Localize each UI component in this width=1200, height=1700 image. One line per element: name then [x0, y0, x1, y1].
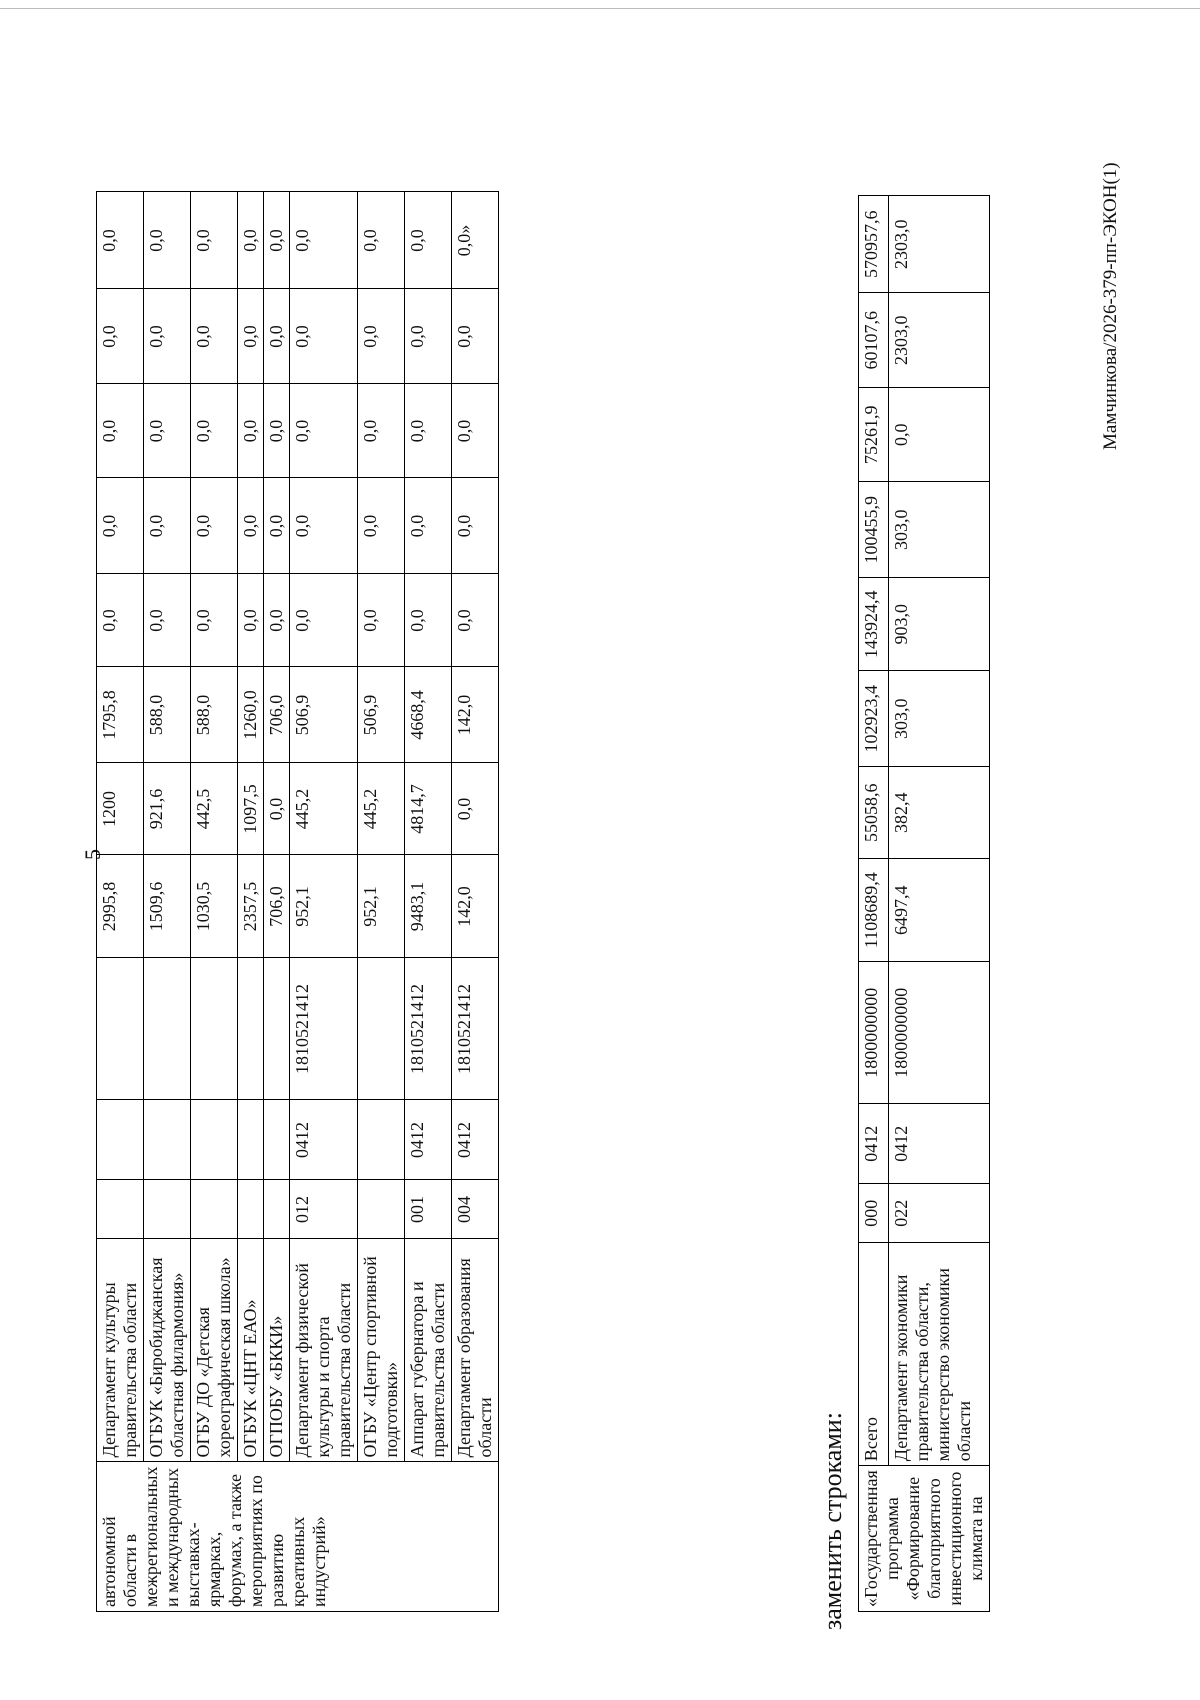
- code-cell: 0412: [405, 1100, 452, 1180]
- amount-cell: 1795,8: [97, 667, 144, 763]
- amount-cell: 142,0: [452, 667, 499, 763]
- amount-cell: 0,0: [238, 289, 264, 384]
- amount-cell: 0,0: [888, 388, 989, 482]
- table-row: [358, 192, 405, 1612]
- code-cell: 000: [859, 1184, 889, 1243]
- amount-cell: 506,9: [358, 667, 405, 763]
- amount-cell: 0,0: [290, 478, 358, 574]
- amount-cell: 4814,7: [405, 763, 452, 855]
- amount-cell: 0,0: [405, 289, 452, 384]
- code-cell: 1810521412: [405, 958, 452, 1100]
- amount-cell: 303,0: [888, 482, 989, 578]
- amount-cell: 0,0: [405, 192, 452, 289]
- amount-cell: 0,0: [358, 478, 405, 574]
- code-cell: [358, 958, 405, 1100]
- table-row: [888, 196, 989, 1612]
- amount-cell: 0,0: [191, 192, 238, 289]
- amount-cell: 445,2: [358, 763, 405, 855]
- executor-cell: Департамент культуры правительства области: [97, 1239, 144, 1462]
- executor-cell: ОГБУ «Центр спортивной подготовки»: [358, 1239, 405, 1462]
- amount-cell: 0,0: [264, 478, 290, 574]
- amount-cell: 588,0: [144, 667, 191, 763]
- table-row: [290, 192, 358, 1612]
- amount-cell: 0,0: [191, 478, 238, 574]
- amount-cell: 382,4: [888, 767, 989, 859]
- table-row: [452, 192, 499, 1612]
- amount-cell: 4668,4: [405, 667, 452, 763]
- program-name-cell: «Государственная программа «Формирование благоприятного инвестиционного климата на: [859, 1466, 990, 1612]
- amount-cell: 0,0: [290, 192, 358, 289]
- executor-cell: Департамент экономики правительства области, министерство экономики области: [888, 1243, 989, 1466]
- executor-cell: Всего: [859, 1243, 889, 1466]
- amount-cell: 0,0: [97, 574, 144, 667]
- amount-cell: 0,0: [358, 384, 405, 478]
- amount-cell: 445,2: [290, 763, 358, 855]
- code-cell: [264, 958, 290, 1100]
- amount-cell: 570957,6: [859, 196, 889, 293]
- amount-cell: 0,0: [358, 192, 405, 289]
- amount-cell: 0,0: [264, 763, 290, 855]
- executor-cell: ОГБУК «Биробиджанская областная филармония»: [144, 1239, 191, 1462]
- code-cell: [191, 1180, 238, 1239]
- amount-cell: 0,0: [238, 574, 264, 667]
- document-code: Мамчинкова/2026-379-пп-ЭКОН(1): [1100, 162, 1121, 450]
- code-cell: [264, 1100, 290, 1180]
- amount-cell: 75261,9: [859, 388, 889, 482]
- program-table-continued: [96, 191, 499, 1612]
- amount-cell: 0,0: [97, 384, 144, 478]
- amount-cell: 1030,5: [191, 855, 238, 958]
- amount-cell: 1200: [97, 763, 144, 855]
- amount-cell: 2303,0: [888, 293, 989, 388]
- amount-cell: 0,0: [264, 574, 290, 667]
- code-cell: 1810521412: [290, 958, 358, 1100]
- code-cell: [144, 1180, 191, 1239]
- code-cell: 0412: [290, 1100, 358, 1180]
- code-cell: 1810521412: [452, 958, 499, 1100]
- amount-cell: 921,6: [144, 763, 191, 855]
- amount-cell: 0,0: [264, 289, 290, 384]
- amount-cell: 0,0: [452, 384, 499, 478]
- amount-cell: 0,0: [358, 289, 405, 384]
- amount-cell: 55058,6: [859, 767, 889, 859]
- table-row: [191, 192, 238, 1612]
- code-cell: [97, 1180, 144, 1239]
- amount-cell: 0,0: [264, 384, 290, 478]
- code-cell: [238, 958, 264, 1100]
- code-cell: [358, 1100, 405, 1180]
- amount-cell: 0,0: [144, 384, 191, 478]
- amount-cell: 0,0: [452, 574, 499, 667]
- amount-cell: 0,0: [290, 574, 358, 667]
- table-row: [405, 192, 452, 1612]
- amount-cell: 952,1: [290, 855, 358, 958]
- amount-cell: 0,0: [290, 384, 358, 478]
- page-number: 5: [80, 849, 105, 860]
- amount-cell: 0,0: [144, 192, 191, 289]
- code-cell: [144, 958, 191, 1100]
- code-cell: 0412: [452, 1100, 499, 1180]
- code-cell: [264, 1180, 290, 1239]
- table-row: [238, 192, 264, 1612]
- amount-cell: 0,0: [97, 478, 144, 574]
- table-row: [859, 196, 889, 1612]
- code-cell: 1800000000: [859, 962, 889, 1104]
- code-cell: 022: [888, 1184, 989, 1243]
- amount-cell: 442,5: [191, 763, 238, 855]
- amount-cell: 2357,5: [238, 855, 264, 958]
- amount-cell: 903,0: [888, 578, 989, 671]
- amount-cell: 0,0: [405, 478, 452, 574]
- amount-cell: 0,0: [452, 478, 499, 574]
- amount-cell: 0,0: [144, 289, 191, 384]
- amount-cell: 0,0: [452, 289, 499, 384]
- amount-cell: 588,0: [191, 667, 238, 763]
- amount-cell: 1260,0: [238, 667, 264, 763]
- amount-cell: 2303,0: [888, 196, 989, 293]
- amount-cell: 0,0: [191, 574, 238, 667]
- code-cell: 0412: [888, 1104, 989, 1184]
- amount-cell: 102923,4: [859, 671, 889, 767]
- amount-cell: 952,1: [358, 855, 405, 958]
- code-cell: [144, 1100, 191, 1180]
- code-cell: [97, 958, 144, 1100]
- amount-cell: 0,0: [97, 289, 144, 384]
- amount-cell: 0,0: [358, 574, 405, 667]
- amount-cell: 0,0: [290, 289, 358, 384]
- amount-cell: 0,0: [405, 384, 452, 478]
- code-cell: 001: [405, 1180, 452, 1239]
- amount-cell: 0,0: [452, 763, 499, 855]
- code-cell: [97, 1100, 144, 1180]
- amount-cell: 0,0: [238, 384, 264, 478]
- amount-cell: 9483,1: [405, 855, 452, 958]
- table-row: [97, 192, 144, 1612]
- table-row: [144, 192, 191, 1612]
- amount-cell: 6497,4: [888, 859, 989, 962]
- amount-cell: 143924,4: [859, 578, 889, 671]
- executor-cell: ОГБУК «ЦНТ ЕАО»: [238, 1239, 264, 1462]
- code-cell: 004: [452, 1180, 499, 1239]
- executor-cell: Аппарат губернатора и правительства области: [405, 1239, 452, 1462]
- code-cell: [238, 1180, 264, 1239]
- amount-cell: 2995,8: [97, 855, 144, 958]
- amount-cell: 706,0: [264, 855, 290, 958]
- program-name-cell: автономной области в межрегиональных и международных выставках-ярмарках, форумах, а также мероприятиях по развитию креативных индустрий»: [97, 1462, 499, 1612]
- executor-cell: Департамент образования области: [452, 1239, 499, 1462]
- amount-cell: 0,0: [238, 192, 264, 289]
- table-row: [264, 192, 290, 1612]
- program-table-replacement: [858, 195, 990, 1612]
- amount-cell: 60107,6: [859, 293, 889, 388]
- amount-cell: 706,0: [264, 667, 290, 763]
- code-cell: 1800000000: [888, 962, 989, 1104]
- executor-cell: ОГБУ ДО «Детская хореографическая школа»: [191, 1239, 238, 1462]
- amount-cell: 0,0: [97, 192, 144, 289]
- code-cell: 0412: [859, 1104, 889, 1184]
- amount-cell: 0,0: [144, 574, 191, 667]
- amount-cell: 1509,6: [144, 855, 191, 958]
- amount-cell: 0,0: [405, 574, 452, 667]
- code-cell: [238, 1100, 264, 1180]
- amount-cell: 0,0: [191, 289, 238, 384]
- executor-cell: Департамент физической культуры и спорта правительства области: [290, 1239, 358, 1462]
- amount-cell: 100455,9: [859, 482, 889, 578]
- amount-cell: 1108689,4: [859, 859, 889, 962]
- code-cell: 012: [290, 1180, 358, 1239]
- amount-cell: 506,9: [290, 667, 358, 763]
- code-cell: [191, 958, 238, 1100]
- replace-with-rows-label: заменить строками:: [818, 1412, 847, 1630]
- executor-cell: ОГПОБУ «БККИ»: [264, 1239, 290, 1462]
- amount-cell: 303,0: [888, 671, 989, 767]
- amount-cell: 0,0: [264, 192, 290, 289]
- code-cell: [191, 1100, 238, 1180]
- amount-cell: 1097,5: [238, 763, 264, 855]
- code-cell: [358, 1180, 405, 1239]
- amount-cell: 0,0»: [452, 192, 499, 289]
- amount-cell: 142,0: [452, 855, 499, 958]
- amount-cell: 0,0: [191, 384, 238, 478]
- amount-cell: 0,0: [144, 478, 191, 574]
- amount-cell: 0,0: [238, 478, 264, 574]
